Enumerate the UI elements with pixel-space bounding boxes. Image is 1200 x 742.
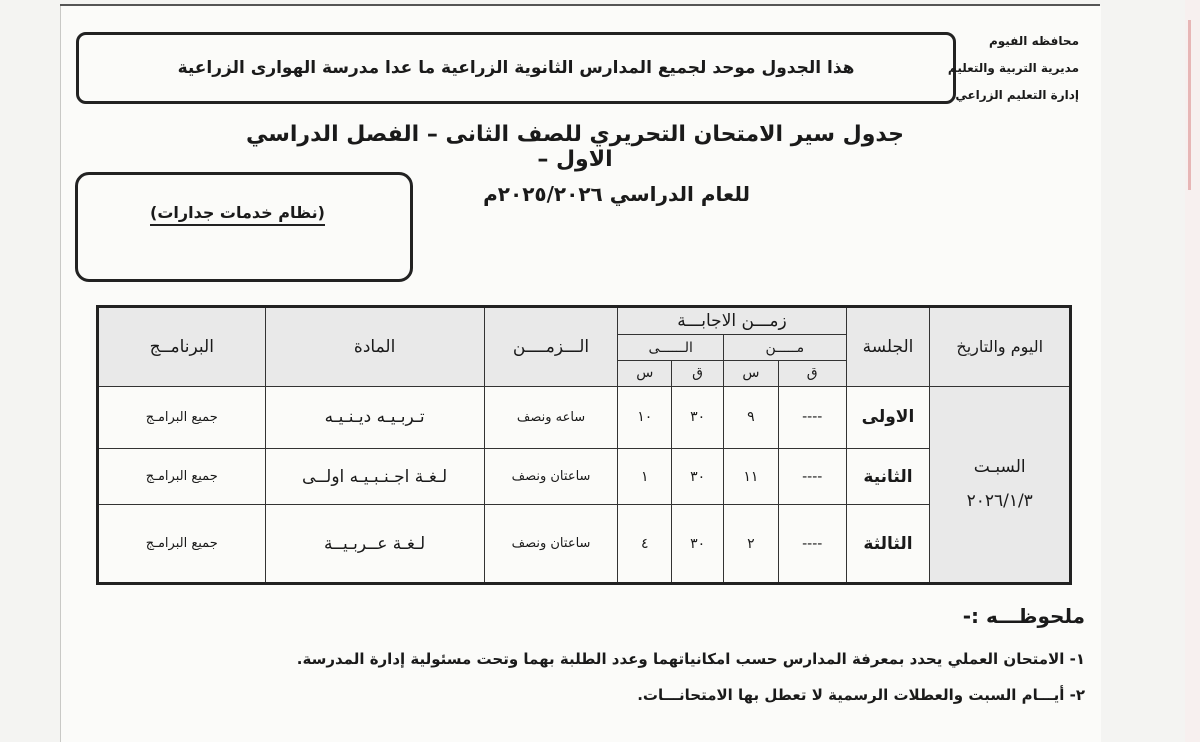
duration: ساعه ونصف: [484, 386, 618, 448]
to-minutes: ٣٠: [672, 386, 724, 448]
session-name: الثانية: [846, 449, 930, 505]
session-name: الثالثة: [846, 505, 930, 584]
from-hour: ٢: [724, 505, 779, 584]
from-minutes: ----: [778, 505, 846, 584]
exam-date: ٢٠٢٦/١/٣: [966, 491, 1033, 512]
governorate-name: محافظه الفيوم: [988, 34, 1079, 48]
header-from-minutes: ق: [778, 361, 846, 386]
document-title: جدول سير الامتحان التحريري للصف الثانى – الفصل الدراسي الاول –: [246, 122, 904, 172]
subject: تـربـيـه ديـنـيـه: [265, 386, 484, 448]
header-session: الجلسة: [846, 307, 930, 387]
note-item: ٢- أيـــام السبت والعطلات الرسمية لا تعطل بها الامتحانـــات.: [637, 686, 1085, 704]
to-hour: ٤: [618, 505, 672, 584]
header-day-date: اليوم والتاريخ: [930, 307, 1071, 387]
header-from-hours: س: [724, 361, 779, 386]
to-hour: ١٠: [618, 386, 672, 448]
session-name: الاولى: [846, 386, 930, 448]
program: جميع البرامـج: [98, 449, 266, 505]
from-hour: ١١: [724, 449, 779, 505]
header-duration: الـــزمــــن: [484, 307, 618, 387]
issuing-authority: [947, 28, 1079, 109]
header-subject: المادة: [265, 307, 484, 387]
header-to: الــــــى: [618, 335, 724, 361]
exam-day: السبـت: [973, 457, 1026, 478]
directorate-name: مديرية التربية والتعليم: [947, 61, 1079, 75]
table-row: [98, 386, 1071, 448]
to-hour: ١: [618, 449, 672, 505]
duration: ساعتان ونصف: [484, 505, 618, 584]
note-item: ١- الامتحان العملي يحدد بمعرفة المدارس حسب امكانياتهما وعدد الطلبة بهما وتحت مسئولية إدارة المدرسة.: [296, 650, 1085, 668]
subject: لـغـة عــربـيــة: [265, 505, 484, 584]
header-notice: هذا الجدول موحد لجميع المدارس الثانوية الزراعية ما عدا مدرسة الهوارى الزراعية: [177, 58, 855, 78]
to-minutes: ٣٠: [672, 505, 724, 584]
from-minutes: ----: [778, 449, 846, 505]
program: جميع البرامـج: [98, 386, 266, 448]
header-program: البرنامــج: [98, 307, 266, 387]
from-hour: ٩: [724, 386, 779, 448]
scan-edge: [1185, 0, 1200, 742]
exam-schedule-table: [96, 305, 1072, 585]
academic-year: للعام الدراسي ٢٠٢٥/٢٠٢٦م: [483, 182, 750, 206]
header-to-hours: س: [618, 361, 672, 386]
system-label-box: [75, 172, 413, 282]
header-notice-box: [76, 32, 956, 104]
table-row: [98, 505, 1071, 584]
duration: ساعتان ونصف: [484, 449, 618, 505]
notes-title: ملحوظـــه :-: [962, 604, 1085, 628]
from-minutes: ----: [778, 386, 846, 448]
header-from: مـــــن: [724, 335, 847, 361]
header-to-minutes: ق: [672, 361, 724, 386]
subject: لـغـة اجـنـبـيـه اولــى: [265, 449, 484, 505]
header-answer-time: زمـــن الاجابـــة: [618, 307, 846, 335]
table-row: [98, 449, 1071, 505]
day-date-cell: [930, 386, 1071, 583]
to-minutes: ٣٠: [672, 449, 724, 505]
system-label: (نظام خدمات جدارات): [150, 203, 325, 226]
administration-name: إدارة التعليم الزراعي: [955, 88, 1079, 102]
program: جميع البرامـج: [98, 505, 266, 584]
